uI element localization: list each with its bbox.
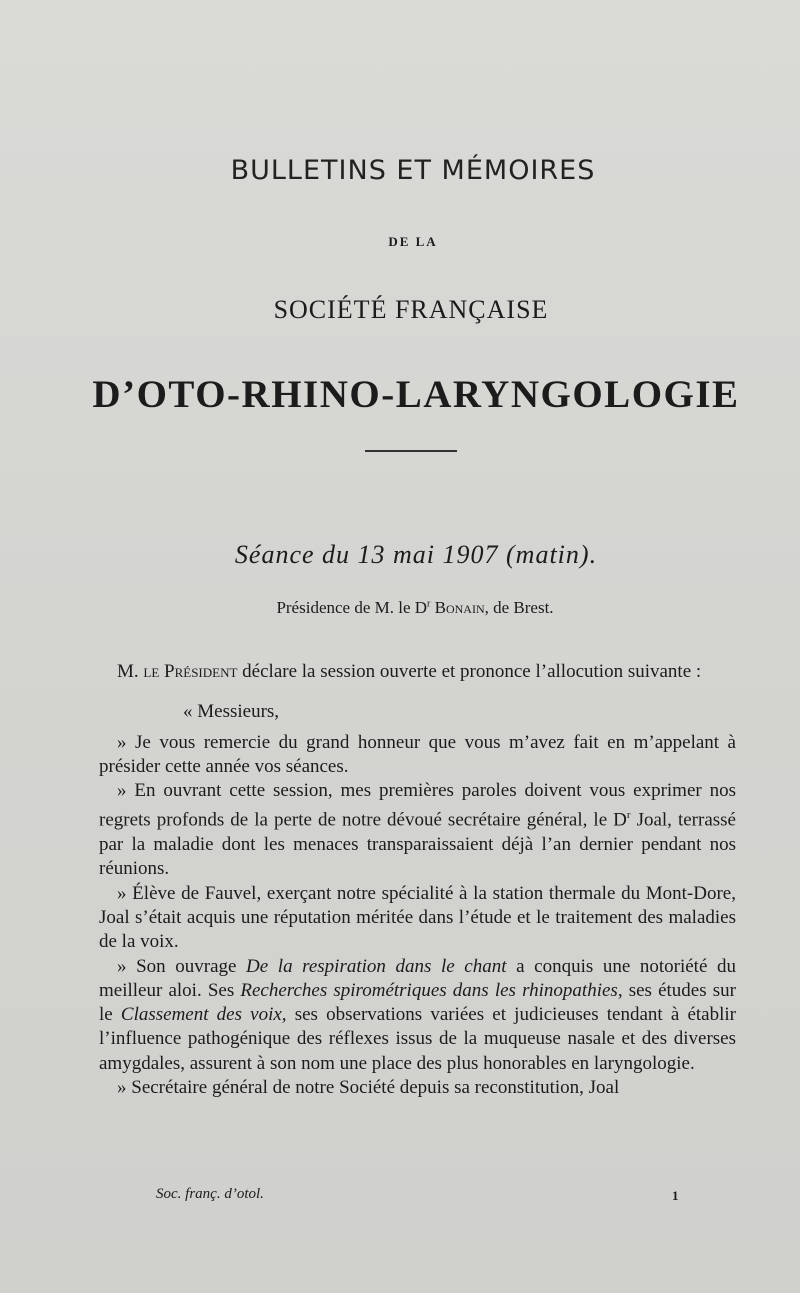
header-title: BULLETINS ET MÉMOIRES	[230, 155, 596, 186]
speaker-label: M. le Président	[117, 661, 238, 682]
page-signature: Soc. franç. d’otol.	[156, 1186, 264, 1202]
works-title-1: De la respiration dans le chant	[246, 955, 507, 977]
works-text-d: ses observations variées et judicieuses tendant à établir l’influence pathogénique des réflexes issus de la muqueuse nasale et des diverses amygdales, assurent à son nom une place des plus honorables en laryngologie.	[99, 1004, 736, 1074]
presidence-prefix: Présidence de M. le D	[276, 598, 428, 617]
works-title-3: Classement des voix,	[120, 1004, 287, 1026]
session-title: Séance du 13 mai 1907 (matin).	[234, 540, 598, 569]
presidence-suffix: , de Brest.	[484, 598, 554, 617]
paragraph-career: » Élève de Fauvel, exerçant notre spécialité à la station thermale du Mont-Dore, Joal s’était acquis une réputation méritée dans l’étude et le traitement des maladies de la voix.	[99, 882, 736, 953]
body-text	[99, 660, 736, 1100]
works-title-2: Recherches spirométriques dans les rhinopathies,	[240, 979, 623, 1001]
header-society: SOCIÉTÉ FRANÇAISE	[273, 295, 549, 324]
paragraph-regrets-text-a: » En ouvrant cette session, mes premières paroles doivent vous exprimer nos regrets profonds de la perte de notre dévoué secrétaire général, le D	[99, 780, 736, 831]
works-text-b: a conquis une notoriété du meilleur aloi. Ses	[99, 955, 736, 1001]
header-specialty: D’OTO-RHINO-LARYNGOLOGIE	[92, 373, 740, 416]
paragraph-opening	[99, 660, 736, 684]
greeting: « Messieurs,	[183, 701, 280, 723]
paragraph-regrets-superscript: r	[626, 809, 631, 822]
works-text-c: ses études sur le	[99, 979, 736, 1026]
paragraph-works	[99, 955, 736, 1076]
presidence-name: Bonain	[434, 598, 485, 617]
header-connector: DE LA	[388, 234, 438, 249]
works-text-a: » Son ouvrage	[117, 955, 247, 977]
page-folio: 1	[672, 1188, 679, 1203]
paragraph-regrets	[99, 779, 736, 882]
session-presidence	[0, 598, 800, 618]
title-divider	[365, 450, 457, 452]
paragraph-thanks: » Je vous remercie du grand honneur que vous m’avez fait en m’appelant à présider cette année vos séances.	[99, 731, 736, 777]
paragraph-regrets-text-b: Joal, terrassé par la maladie dont les menaces transparaissaient déjà l’an dernier pendant nos réunions.	[99, 809, 736, 880]
paragraph-opening-text: déclare la session ouverte et prononce l’allocution suivante :	[237, 661, 702, 682]
paragraph-secretary: » Secrétaire général de notre Société depuis sa reconstitution, Joal	[117, 1077, 620, 1099]
presidence-superscript: r	[427, 598, 431, 610]
